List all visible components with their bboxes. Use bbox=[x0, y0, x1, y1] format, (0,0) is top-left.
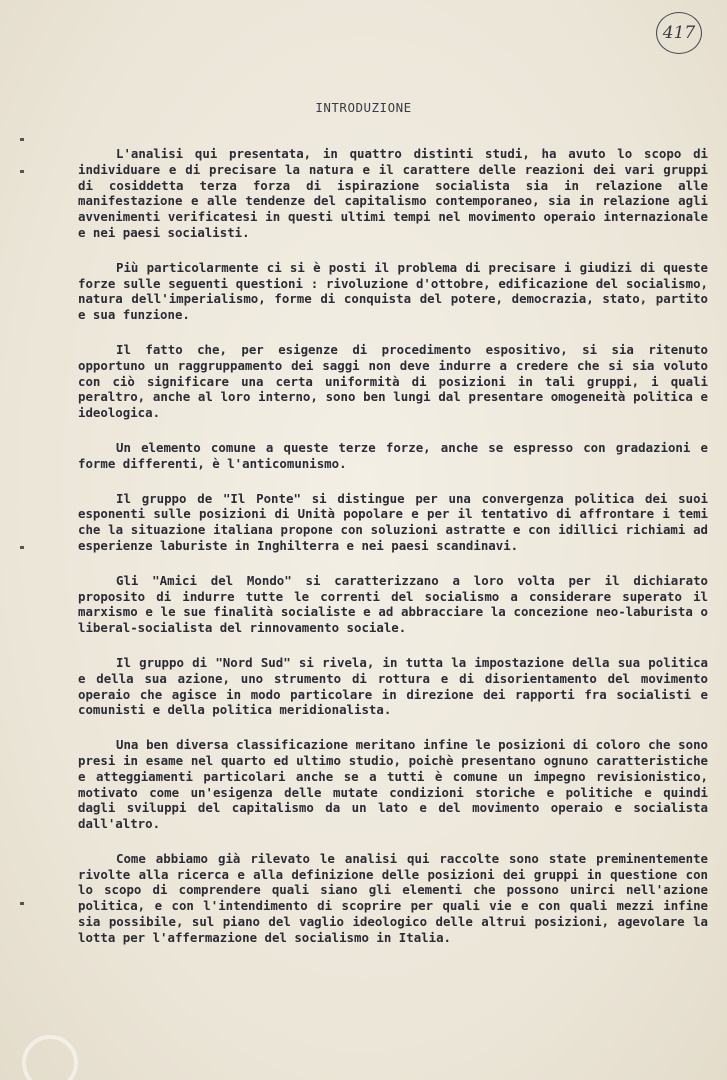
paragraph: Il gruppo de "Il Ponte" si distingue per una convergenza politica dei suoi esponenti sulle posizioni di Unità popolare e per il tentativo di affrontare i temi che la situazione italiana propone con soluzioni astratte e con idillici richiami ad esperienze laburiste in Inghilterra e nei paesi scandinavi. bbox=[78, 490, 708, 553]
paragraph: L'analisi qui presentata, in quattro distinti studi, ha avuto lo scopo di individuare e di precisare la natura e il carattere delle reazioni dei vari gruppi di cosiddetta terza forza di ispirazione socialista sia in relazione alle manifestazione e alle tendenze del capitalismo contemporaneo, sia in relazione agli avvenimenti verificatesi in questi ultimi tempi nel movimento operaio internazionale e nei paesi socialisti. bbox=[78, 146, 708, 240]
margin-mark bbox=[20, 170, 24, 173]
margin-mark bbox=[20, 902, 24, 905]
paragraph: Un elemento comune a queste terze forze, anche se espresso con gradazioni e forme differenti, è l'anticomunismo. bbox=[78, 439, 708, 471]
paragraph: Come abbiamo già rilevato le analisi qui raccolte sono state preminentemente rivolte alla ricerca e alla definizione delle posizioni dei gruppi in questione con lo scopo di comprendere quali siano gli elementi che possono unirci nell'azione politica, e con l'intendimento di scoprire per quali vie e con quali mezzi infine sia possibile, sul piano del vaglio ideologico delle altrui posizioni, agevolare la lotta per l'affermazione del socialismo in Italia. bbox=[78, 850, 708, 945]
paragraph: Una ben diversa classificazione meritano infine le posizioni di coloro che sono presi in esame nel quarto ed ultimo studio, poichè presentano ognuno caratteristiche e atteggiamenti particolari anche se a tutti è comune un impegno revisionistico, motivato come un'esigenza delle mutate condizioni storiche e politiche e quindi dagli sviluppi del capitalismo da un lato e del movimento operaio e socialista dall'altro. bbox=[78, 737, 708, 832]
paragraph: Il gruppo di "Nord Sud" si rivela, in tutta la impostazione della sua politica e della sua azione, uno strumento di rottura e di disorientamento del movimento operaio che agisce in modo particolare in direzione dei rapporti fra socialisti e comunisti e della politica meridionalista. bbox=[78, 654, 708, 718]
margin-mark bbox=[20, 546, 24, 549]
paragraph: Gli "Amici del Mondo" si caratterizzano a loro volta per il dichiarato proposito di indurre tutte le correnti del socialismo a considerare superato il marxismo e le sue finalità socialiste e ad abbracciare la concezione neo-laburista o liberal-socialista del rinnovamento sociale. bbox=[78, 572, 708, 636]
watermark-logo bbox=[22, 1035, 78, 1080]
paragraph: Il fatto che, per esigenze di procedimento espositivo, si sia ritenuto opportuno un raggruppamento dei saggi non deve indurre a credere che si sia voluto con ciò significare una certa uniformità di posizioni in tali gruppi, i quali peraltro, anche al loro interno, sono ben lungi dal presentare omogeneità politica e ideologica. bbox=[78, 341, 708, 421]
document-title: INTRODUZIONE bbox=[315, 100, 412, 115]
document-body bbox=[78, 146, 708, 965]
paragraph: Più particolarmente ci si è posti il problema di precisare i giudizi di queste forze sulle seguenti questioni : rivoluzione d'ottobre, edificazione del socialismo, natura dell'imperialismo, forme di conquista del potere, democrazia, stato, partito e sua funzione. bbox=[78, 259, 708, 323]
page-number: 417 bbox=[656, 12, 702, 54]
margin-mark bbox=[20, 138, 24, 141]
